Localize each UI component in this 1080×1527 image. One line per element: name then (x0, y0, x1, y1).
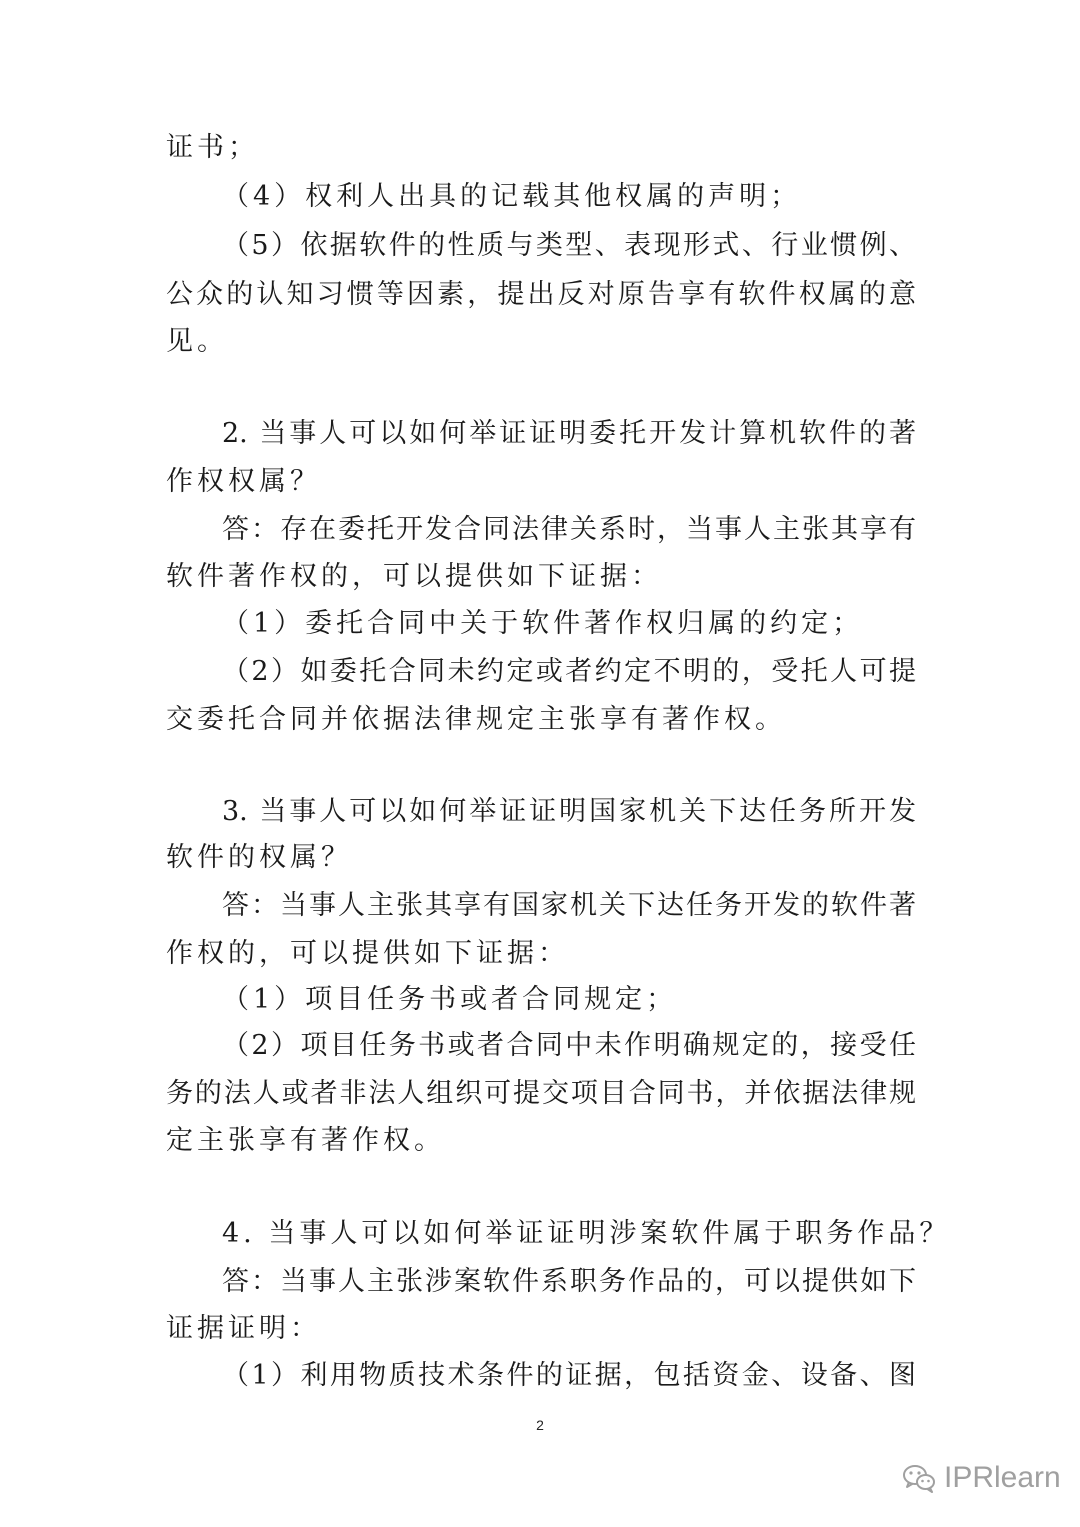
text-line: （5）依据软件的性质与类型、表现形式、行业惯例、 (222, 230, 916, 261)
text-line: 定主张享有著作权。 (166, 1125, 445, 1156)
text-line: 证据证明： (166, 1313, 321, 1344)
text-line: 务的法人或者非法人组织可提交项目合同书，并依据法律规 (166, 1078, 916, 1109)
text-line: 交委托合同并依据法律规定主张享有著作权。 (166, 704, 786, 735)
question-heading: 4. 当事人可以如何举证证明涉案软件属于职务作品？ (222, 1218, 951, 1249)
text-line: （2）项目任务书或者合同中未作明确规定的，接受任 (222, 1030, 916, 1061)
question-heading: 3. 当事人可以如何举证证明国家机关下达任务所开发 (222, 796, 916, 827)
text-line: 作权的，可以提供如下证据： (166, 938, 569, 969)
question-heading: 软件的权属？ (166, 842, 352, 873)
text-line: （2）如委托合同未约定或者约定不明的，受托人可提 (222, 656, 916, 687)
text-line: （1）利用物质技术条件的证据，包括资金、设备、图 (222, 1360, 916, 1391)
text-line: 软件著作权的，可以提供如下证据： (166, 561, 662, 592)
answer-line: 答：当事人主张其享有国家机关下达任务开发的软件著 (222, 890, 916, 921)
text-line: 见。 (166, 326, 228, 357)
question-heading: 2. 当事人可以如何举证证明委托开发计算机软件的著 (222, 418, 916, 449)
watermark (902, 1460, 1061, 1496)
text-line: 证书； (166, 132, 259, 163)
text-line: （4）权利人出具的记载其他权属的声明； (222, 181, 802, 212)
text-line: 公众的认知习惯等因素，提出反对原告享有软件权属的意 (166, 279, 916, 310)
question-heading: 作权权属？ (166, 466, 321, 497)
answer-line: 答：当事人主张涉案软件系职务作品的，可以提供如下 (222, 1266, 916, 1297)
wechat-icon (902, 1463, 936, 1493)
page-number: 2 (536, 1417, 544, 1433)
watermark-text: IPRlearn (944, 1461, 1061, 1494)
text-line: （1）委托合同中关于软件著作权归属的约定； (222, 608, 864, 639)
text-line: （1）项目任务书或者合同规定； (222, 984, 678, 1015)
answer-line: 答：存在委托开发合同法律关系时，当事人主张其享有 (222, 514, 916, 545)
